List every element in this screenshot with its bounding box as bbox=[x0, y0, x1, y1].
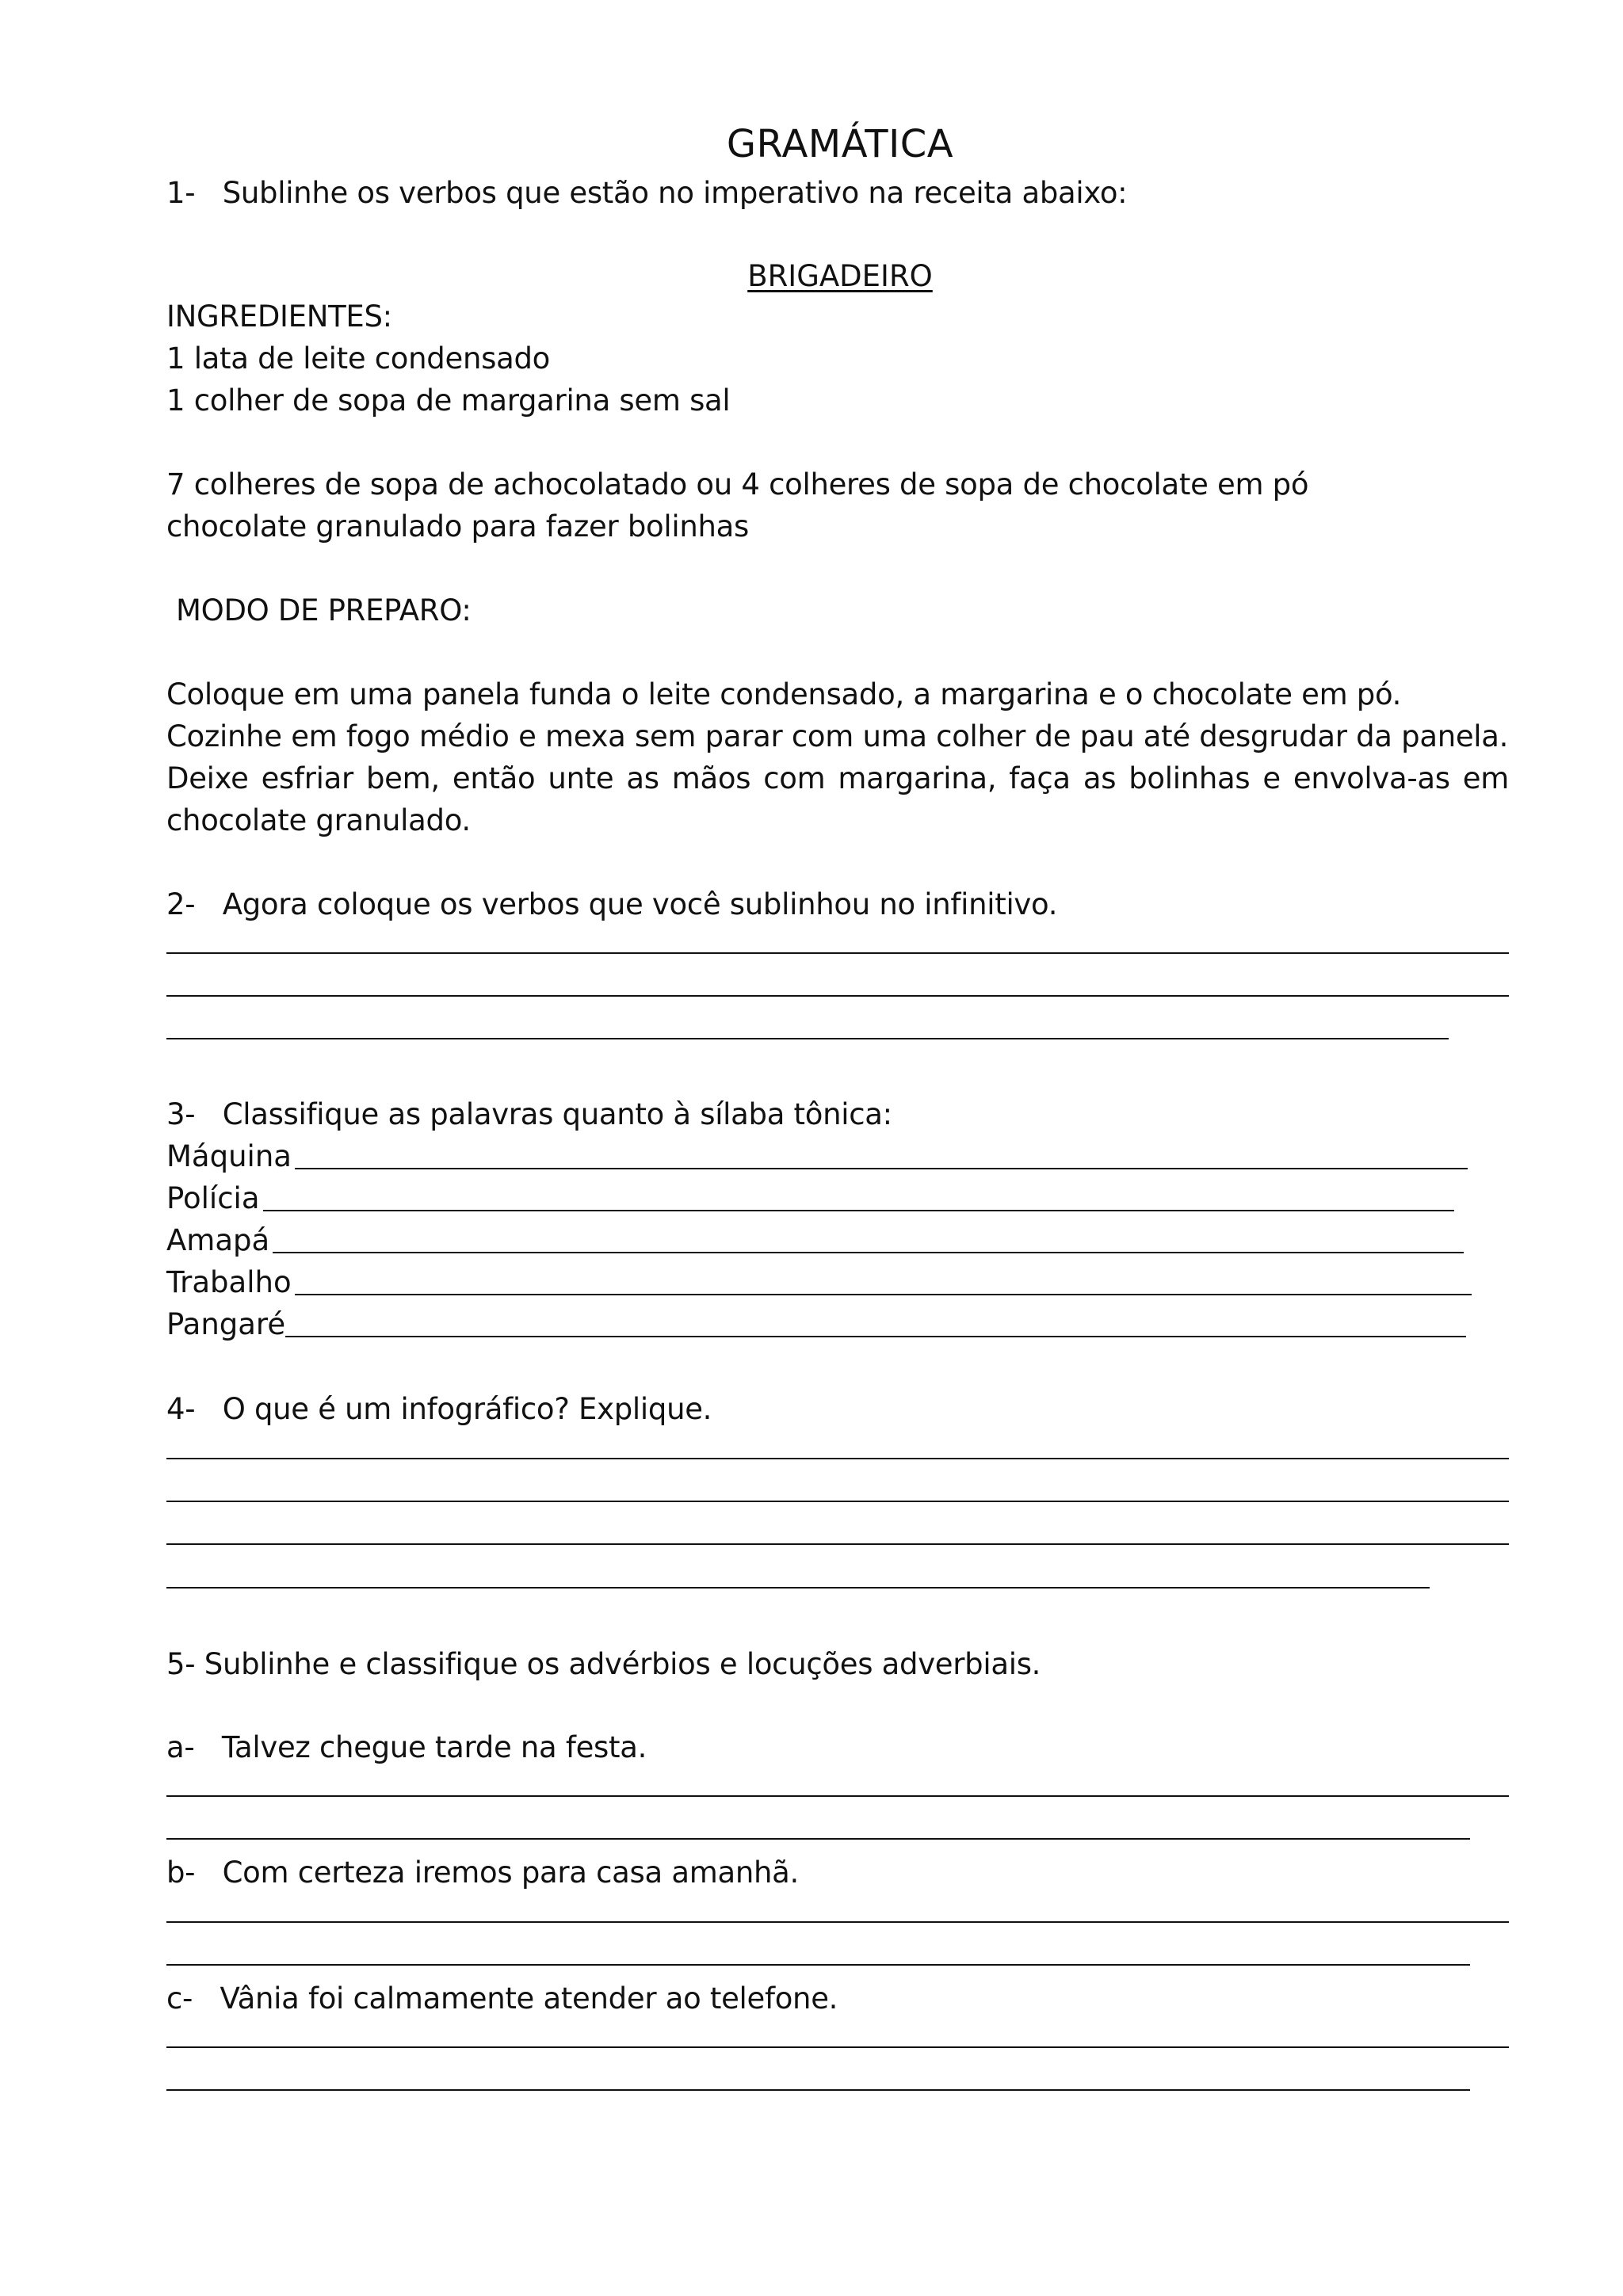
question-5-item-c bbox=[166, 1981, 838, 2017]
word-label: Amapá bbox=[166, 1223, 270, 1257]
question-2-prompt: Agora coloque os verbos que você sublinhou no infinitivo. bbox=[222, 887, 1058, 921]
word-label: Pangaré bbox=[166, 1307, 286, 1341]
question-5-item-a bbox=[166, 1730, 647, 1766]
ingredient-item: chocolate granulado para fazer bolinhas bbox=[166, 509, 750, 543]
word-row bbox=[166, 1264, 1472, 1301]
answer-line[interactable] bbox=[295, 1168, 1468, 1169]
method-line: Deixe esfriar bem, então unte as mãos com margarina, faça as bolinhas e envolva-as em bbox=[166, 761, 1509, 795]
question-4 bbox=[166, 1391, 712, 1428]
item-sentence: Vânia foi calmamente atender ao telefone. bbox=[220, 1981, 838, 2016]
item-sentence: Com certeza iremos para casa amanhã. bbox=[222, 1855, 799, 1890]
word-label: Trabalho bbox=[166, 1265, 292, 1299]
answer-line[interactable] bbox=[166, 2089, 1470, 2091]
method-line: Coloque em uma panela funda o leite condensado, a margarina e o chocolate em pó. bbox=[166, 677, 1402, 711]
answer-line[interactable] bbox=[166, 1921, 1509, 1923]
item-letter: b- bbox=[166, 1855, 196, 1890]
method-heading: MODO DE PREPARO: bbox=[176, 593, 472, 627]
answer-line[interactable] bbox=[295, 1294, 1472, 1295]
question-1-prompt: Sublinhe os verbos que estão no imperativo na receita abaixo: bbox=[222, 176, 1128, 210]
ingredient-item: 1 colher de sopa de margarina sem sal bbox=[166, 383, 731, 418]
question-3-number: 3- bbox=[166, 1097, 196, 1131]
answer-line[interactable] bbox=[285, 1336, 1466, 1337]
question-5-prompt: 5- Sublinhe e classifique os advérbios e locuções adverbiais. bbox=[166, 1647, 1041, 1681]
page-title: GRAMÁTICA bbox=[726, 122, 954, 166]
item-letter: a- bbox=[166, 1730, 195, 1764]
question-4-number: 4- bbox=[166, 1392, 196, 1426]
word-row bbox=[166, 1306, 1466, 1343]
ingredient-item: 7 colheres de sopa de achocolatado ou 4 colheres de sopa de chocolate em pó bbox=[166, 467, 1309, 502]
question-2 bbox=[166, 887, 1057, 923]
word-label: Polícia bbox=[166, 1181, 260, 1215]
answer-line[interactable] bbox=[166, 952, 1509, 954]
method-line: chocolate granulado. bbox=[166, 803, 471, 837]
question-1 bbox=[166, 175, 1127, 212]
ingredient-item: 1 lata de leite condensado bbox=[166, 341, 550, 376]
item-sentence: Talvez chegue tarde na festa. bbox=[221, 1730, 647, 1764]
question-3 bbox=[166, 1097, 892, 1133]
word-row bbox=[166, 1180, 1454, 1217]
word-row bbox=[166, 1138, 1468, 1175]
question-1-number: 1- bbox=[166, 176, 196, 210]
recipe-title: BRIGADEIRO bbox=[747, 259, 933, 293]
answer-line[interactable] bbox=[166, 1964, 1470, 1966]
answer-line[interactable] bbox=[166, 1458, 1509, 1459]
answer-line[interactable] bbox=[166, 995, 1509, 997]
item-letter: c- bbox=[166, 1981, 193, 2016]
answer-line[interactable] bbox=[273, 1252, 1464, 1253]
word-row bbox=[166, 1222, 1464, 1259]
question-4-prompt: O que é um infográfico? Explique. bbox=[222, 1392, 712, 1426]
question-3-prompt: Classifique as palavras quanto à sílaba tônica: bbox=[222, 1097, 892, 1131]
answer-line[interactable] bbox=[166, 2046, 1509, 2048]
question-5-item-b bbox=[166, 1855, 799, 1891]
answer-line[interactable] bbox=[263, 1210, 1454, 1211]
answer-line[interactable] bbox=[166, 1501, 1509, 1502]
answer-line[interactable] bbox=[166, 1543, 1509, 1545]
answer-line[interactable] bbox=[166, 1587, 1430, 1589]
word-label: Máquina bbox=[166, 1139, 292, 1173]
method-line: Cozinhe em fogo médio e mexa sem parar com uma colher de pau até desgrudar da panela. bbox=[166, 719, 1509, 753]
answer-line[interactable] bbox=[166, 1038, 1449, 1039]
answer-line[interactable] bbox=[166, 1838, 1470, 1840]
ingredients-heading: INGREDIENTES: bbox=[166, 299, 392, 334]
answer-line[interactable] bbox=[166, 1795, 1509, 1797]
question-2-number: 2- bbox=[166, 887, 196, 921]
